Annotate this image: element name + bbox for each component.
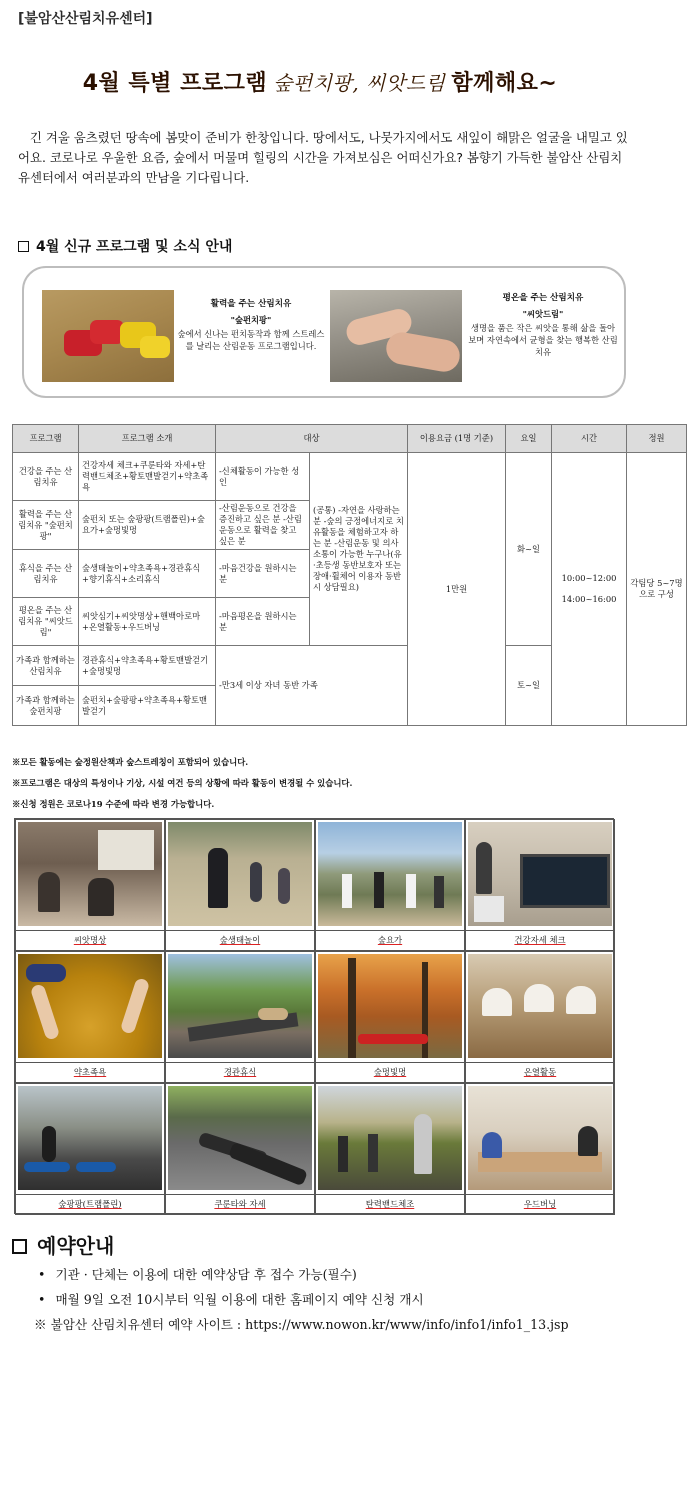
promo-desc: 생명을 품은 작은 씨앗을 통해 삶을 돌아보며 자연속에서 균형을 찾는 행복한 산림치유 — [468, 323, 618, 357]
section-reservation — [12, 1230, 114, 1259]
gallery-item — [165, 951, 315, 1083]
program-intro: 경관휴식+약초족욕+황토맨발걷기+숲멍빛멍 — [79, 646, 216, 686]
time-slots — [552, 453, 627, 726]
checkbox-square-icon — [18, 241, 29, 252]
gallery-item — [465, 1083, 615, 1215]
gallery-caption: 약초족욕 — [73, 1067, 107, 1077]
days-weekend: 토~일 — [506, 646, 552, 726]
promo-title: 활력을 주는 산림치유 — [210, 299, 292, 309]
fee: 1만원 — [408, 453, 506, 726]
note-item: ※신청 정원은 코로나19 수준에 따라 변경 가능합니다. — [12, 799, 215, 809]
gallery-photo — [318, 822, 462, 926]
reservation-bullet: • 기관 · 단체는 이용에 대한 예약상담 후 접수 가능(필수) — [38, 1262, 569, 1287]
capacity: 각팀당 5~7명으로 구성 — [627, 453, 687, 726]
gallery-caption: 경관휴식 — [223, 1067, 257, 1077]
promo-name: "숲펀치팡" — [230, 315, 272, 325]
gallery-photo — [468, 954, 612, 1058]
header-capacity: 정원 — [627, 425, 687, 453]
gallery-caption: 건강자세 체크 — [514, 935, 566, 945]
gallery-caption: 씨앗명상 — [73, 935, 107, 945]
program-name: 가족과 함께하는 숲펀치팡 — [13, 686, 79, 726]
promo-seed — [468, 292, 618, 358]
table-row — [13, 453, 687, 501]
reservation-title: 예약안내 — [37, 1234, 115, 1258]
program-intro: 건강자세 체크+쿠룬타와 자세+탄력밴드체조+황토맨발걷기+약초족욕 — [79, 453, 216, 501]
reservation-site[interactable]: ※ 불암산 산림치유센터 예약 사이트 : https://www.nowon.kr/www/info/info1/info1_13.jsp — [34, 1317, 569, 1332]
program-target: -산림운동으로 건강을 증진하고 싶은 분 -산림운동으로 활력을 찾고 싶은 분 — [216, 501, 310, 550]
gallery-item — [315, 951, 465, 1083]
promo-title: 평온을 주는 산림치유 — [502, 293, 584, 303]
reservation-bullet: • 매월 9일 오전 10시부터 익월 이용에 대한 홈페이지 예약 신청 개시 — [38, 1287, 569, 1312]
photo-gallery — [14, 818, 614, 1214]
program-name: 휴식을 주는 산림치유 — [13, 550, 79, 598]
section-title: 4월 신규 프로그램 및 소식 안내 — [36, 239, 233, 255]
days-weekday: 화~일 — [506, 453, 552, 646]
gallery-photo — [468, 822, 612, 926]
checkbox-square-icon — [12, 1239, 27, 1254]
gallery-caption: 숲멍빛멍 — [373, 1067, 407, 1077]
gallery-item — [465, 951, 615, 1083]
gallery-item — [465, 819, 615, 951]
program-intro: 숲펀치+숲팡팡+약초족욕+황토맨발걷기 — [79, 686, 216, 726]
gallery-caption: 우드버닝 — [523, 1199, 557, 1209]
header-target: 대상 — [216, 425, 408, 453]
center-tag: [불암산산림치유센터] — [18, 11, 153, 27]
seed-hands-photo — [330, 290, 462, 382]
program-target: -신체활동이 가능한 성인 — [216, 453, 310, 501]
gallery-photo — [18, 954, 162, 1058]
gallery-photo — [168, 1086, 312, 1190]
family-target: -만3세 이상 자녀 동반 가족 — [216, 646, 408, 726]
gallery-photo — [468, 1086, 612, 1190]
gallery-item — [15, 1083, 165, 1215]
program-table — [12, 424, 687, 726]
gallery-caption: 숲요가 — [377, 935, 403, 945]
gallery-caption: 숲팡팡(트램폴린) — [58, 1199, 122, 1209]
intro-text — [18, 128, 634, 188]
intro-paragraph: 긴 겨울 움츠렸던 땅속에 봄맞이 준비가 한창입니다. 땅에서도, 나뭇가지에서도 새잎이 해맑은 얼굴을 내밀고 있어요. 코로나로 우울한 요즘, 숲에서 머물며 힐링의 시간을 가져보심은 어떠신가요? 봄향기 가득한 불암산 산림치유센터에서 여러분과의 만남을 기다립니다. — [18, 130, 628, 185]
boxing-gloves-photo — [42, 290, 174, 382]
header-time: 시간 — [552, 425, 627, 453]
promo-box — [22, 266, 626, 398]
program-name: 평온을 주는 산림치유 "씨앗드림" — [13, 598, 79, 646]
gallery-caption: 탄력밴드체조 — [365, 1199, 415, 1209]
gallery-photo — [18, 1086, 162, 1190]
time-slot: 10:00~12:00 — [561, 573, 617, 583]
gallery-photo — [318, 1086, 462, 1190]
program-name: 건강을 주는 산림치유 — [13, 453, 79, 501]
notes — [12, 752, 352, 815]
headline — [0, 66, 640, 97]
gallery-item — [315, 819, 465, 951]
header-program: 프로그램 — [13, 425, 79, 453]
gallery-item — [315, 1083, 465, 1215]
program-intro: 숲펀치 또는 숲팡팡(트램폴린)+숲요가+숲멍빛멍 — [79, 501, 216, 550]
gallery-photo — [18, 822, 162, 926]
gallery-caption: 쿠룬타와 자세 — [214, 1199, 266, 1209]
gallery-item — [15, 819, 165, 951]
section-new-programs — [18, 236, 232, 256]
header-day: 요일 — [506, 425, 552, 453]
program-target: -마음건강을 원하시는 분 — [216, 550, 310, 598]
program-intro: 숲생태놀이+약초족욕+경관휴식+향기휴식+소리휴식 — [79, 550, 216, 598]
gallery-caption: 숲생태놀이 — [219, 935, 261, 945]
reservation-info — [34, 1262, 569, 1337]
promo-desc: 숲에서 신나는 펀치동작과 함께 스트레스를 날리는 산림운동 프로그램입니다. — [177, 329, 325, 351]
note-item: ※모든 활동에는 숲정원산책과 숲스트레칭이 포함되어 있습니다. — [12, 757, 249, 767]
gallery-item — [165, 819, 315, 951]
note-item: ※프로그램은 대상의 특성이나 기상, 시설 여건 등의 상황에 따라 활동이 변경될 수 있습니다. — [12, 778, 353, 788]
gallery-photo — [168, 954, 312, 1058]
table-header-row — [13, 425, 687, 453]
gallery-item — [165, 1083, 315, 1215]
header-fee: 이용요금 (1명 기준) — [408, 425, 506, 453]
headline-script: 숲펀치팡, 씨앗드림 — [273, 71, 446, 95]
time-slot: 14:00~16:00 — [561, 594, 617, 604]
headline-prefix: 4월 특별 프로그램 — [82, 71, 268, 96]
gallery-caption: 온열활동 — [523, 1067, 557, 1077]
program-name: 활력을 주는 산림치유 "숲펀치팡" — [13, 501, 79, 550]
promo-name: "씨앗드림" — [522, 309, 564, 319]
headline-suffix: 함께해요~ — [451, 71, 558, 96]
program-name: 가족과 함께하는 산림치유 — [13, 646, 79, 686]
header-intro: 프로그램 소개 — [79, 425, 216, 453]
gallery-photo — [168, 822, 312, 926]
gallery-photo — [318, 954, 462, 1058]
promo-punch — [176, 298, 326, 352]
program-intro: 씨앗심기+씨앗명상+핸백아로마+온열활동+우드버닝 — [79, 598, 216, 646]
common-target: (공통) -자연을 사랑하는 분 -숲의 긍정에너지로 치유활동을 체험하고자 하는 분 -산림운동 및 의사소통이 가능한 누구나(유·초등생 동반보호자 또는 장애·휠체어 이용자 동반시 상담필요) — [310, 453, 408, 646]
gallery-item — [15, 951, 165, 1083]
program-target: -마음평온을 원하시는 분 — [216, 598, 310, 646]
